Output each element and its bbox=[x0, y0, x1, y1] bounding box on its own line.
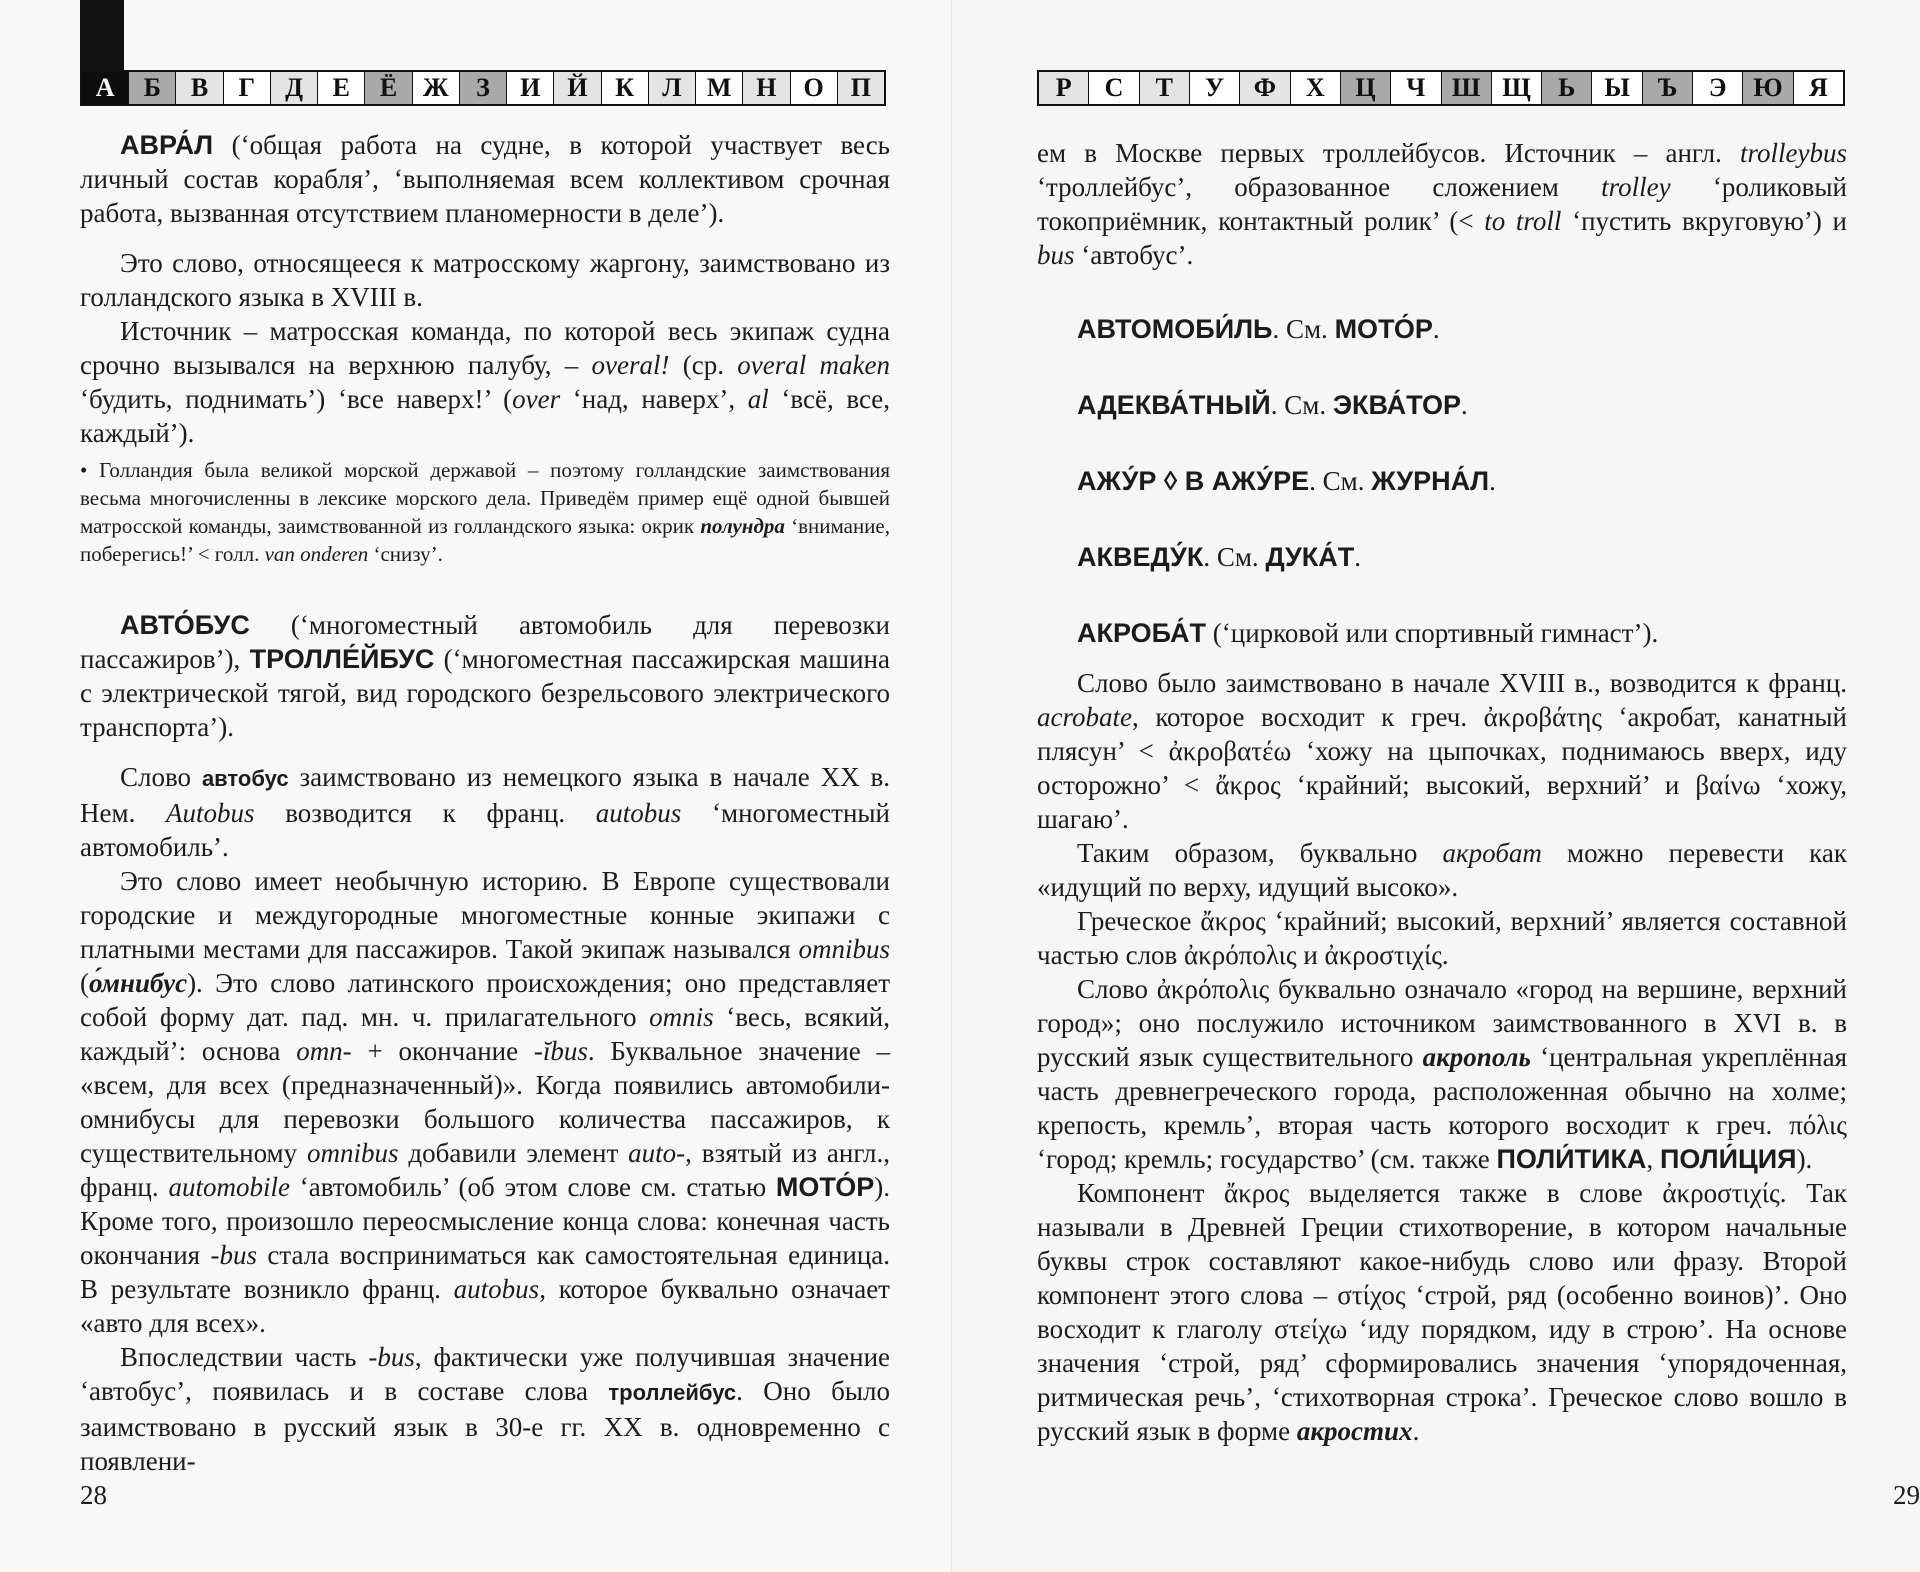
entry-reference: АКВЕДУ́К. См. ДУКА́Т. bbox=[1077, 542, 1362, 572]
paragraph: Греческое ἄκρος ‘крайний; высокий, верхний’ является составной частью слов ἀκρόπολις и ἀκροστιχίς. bbox=[1037, 906, 1847, 970]
paragraph-continued: ем в Москве первых троллейбусов. Источник – англ. trolleybus ‘троллейбус’, образованное сложением trolley ‘роликовый токоприёмник, контактный ролик’ (< to troll ‘пустить вкруговую’) и bus ‘автобус’. bbox=[1037, 138, 1847, 270]
paragraph: Слово было заимствовано в начале XVIII в., возводится к франц. acrobate, которое восходит к греч. ἀκροβάτης ‘акробат, канатный плясун’ < ἀκροβατέω ‘хожу на цыпочках, поднимаюсь вверх, иду осторожно’ < ἄκρος ‘крайний; высокий, верхний’ и βαίνω ‘хожу, шагаю’. bbox=[1037, 668, 1847, 834]
paragraph: Таким образом, буквально акробат можно перевести как «идущий по верху, идущий высоко». bbox=[1037, 838, 1847, 902]
page-number: 29 bbox=[1893, 1480, 1920, 1510]
headword: АВТО́БУС bbox=[120, 610, 250, 640]
paragraph: Слово автобус заимствовано из немецкого языка в начале XX в. Нем. Autobus возводится к франц. autobus ‘многоместный автомобиль’. bbox=[80, 762, 890, 862]
alphabet-letter[interactable]: П bbox=[838, 72, 884, 104]
cross-reference: МОТО́Р bbox=[775, 1172, 875, 1202]
alphabet-letter[interactable]: Ь bbox=[1542, 72, 1592, 104]
alphabet-letter[interactable]: З bbox=[460, 72, 507, 104]
alphabet-letter[interactable]: Ч bbox=[1391, 72, 1441, 104]
alphabet-letter[interactable]: Д bbox=[271, 72, 318, 104]
entry-reference: АДЕКВА́ТНЫЙ. См. ЭКВА́ТОР. bbox=[1077, 390, 1468, 420]
entry-avtobus: АВТО́БУС (‘многоместный автомобиль для перевозки пассажиров’), ТРОЛЛЕ́ЙБУС (‘многоместная пассажирская машина с электрической тягой, вид городского безрельсового электрического транспорта’). bbox=[80, 610, 890, 742]
alphabet-letter[interactable]: Ю bbox=[1743, 72, 1793, 104]
alphabet-letter[interactable]: Г bbox=[224, 72, 271, 104]
paragraph: Впоследствии часть -bus, фактически уже получившая значение ‘автобус’, появилась и в составе слова троллейбус. Оно было заимствовано в русский язык в 30-е гг. XX в. одновременно с появлени- bbox=[80, 1342, 891, 1476]
alphabet-letter[interactable]: Ц bbox=[1341, 72, 1391, 104]
cross-reference: ЖУРНА́Л bbox=[1371, 466, 1490, 496]
paragraph: Компонент ἄκρος выделяется также в слове ἀκροστιχίς. Так называли в Древней Греции стихотворение, в котором начальные буквы строк составляют какое-нибудь слово или фразу. Второй компонент этого слова – στίχος ‘строй, ряд (особенно воинов)’. Оно восходит к глаголу στείχω ‘иду порядком, иду в строю’. На основе значения ‘строй, ряд’ сформировались значения ‘упорядоченная, ритмическая речь’, ‘стихотворная строка’. Греческое слово вошло в русский язык в форме акростих. bbox=[1037, 1178, 1847, 1446]
alphabet-letter[interactable]: Е bbox=[318, 72, 365, 104]
right-column bbox=[1037, 136, 1847, 1448]
alphabet-letter[interactable]: Р bbox=[1039, 72, 1089, 104]
entry-reference: АВТОМОБИ́ЛЬ. См. МОТО́Р. bbox=[1077, 314, 1440, 344]
paragraph: Это слово, относящееся к матросскому жаргону, заимствовано из голландского языка в XVIII в. bbox=[80, 248, 890, 312]
alphabet-letter[interactable]: Т bbox=[1140, 72, 1190, 104]
cross-reference: ДУКА́Т bbox=[1265, 542, 1355, 572]
cross-reference: ПОЛИ́ЦИЯ bbox=[1659, 1144, 1797, 1174]
paragraph: Источник – матросская команда, по которой весь экипаж судна срочно вызывался на верхнюю палубу, – overal! (ср. overal maken ‘будить, поднимать’) ‘все наверх!’ (over ‘над, наверх’, al ‘всё, все, каждый’). bbox=[80, 316, 890, 448]
alphabet-letter[interactable]: В bbox=[176, 72, 223, 104]
alphabet-letter[interactable]: Ъ bbox=[1643, 72, 1693, 104]
entry-reference: АЖУ́Р ◊ В АЖУ́РЕ. См. ЖУРНА́Л. bbox=[1077, 466, 1496, 496]
alphabet-letter[interactable]: Ф bbox=[1240, 72, 1290, 104]
paragraph: Слово ἀκρόπολις буквально означало «город на вершине, верхний город»; оно послужило источником заимствованного в XVI в. в русский язык существительного акрополь ‘центральная укреплённая часть древнегреческого города, расположенная обычно на холме; крепость, кремль’, вторая часть которого восходит к греч. πόλις ‘город; кремль; государство’ (см. также ПОЛИ́ТИКА, ПОЛИ́ЦИЯ). bbox=[1037, 974, 1847, 1174]
alphabet-letter[interactable]: Х bbox=[1291, 72, 1341, 104]
alphabet-letter[interactable]: Й bbox=[554, 72, 601, 104]
alphabet-letter[interactable]: Ш bbox=[1442, 72, 1492, 104]
thumb-index-marker bbox=[80, 0, 124, 70]
alphabet-letter[interactable]: И bbox=[507, 72, 554, 104]
alphabet-letter[interactable]: Н bbox=[743, 72, 790, 104]
alphabet-letter[interactable]: Л bbox=[649, 72, 696, 104]
headword: АВРА́Л bbox=[120, 130, 214, 160]
alphabet-letter[interactable]: О bbox=[791, 72, 838, 104]
right-page bbox=[953, 0, 1920, 1572]
page-number: 28 bbox=[80, 1480, 107, 1510]
entry-akrobat: АКРОБА́Т (‘цирковой или спортивный гимнаст’). bbox=[1077, 618, 1659, 648]
alphabet-letter[interactable]: Ы bbox=[1592, 72, 1642, 104]
headword: АКРОБА́Т bbox=[1077, 618, 1207, 648]
paragraph: Это слово имеет необычную историю. В Европе существовали городские и междугородные многоместные конные экипажи с платными местами для пассажиров. Такой экипаж назывался omnibus (о́мнибус). Это слово латинского происхождения; оно представляет собой форму дат. пад. мн. ч. прилагательного omnis ‘весь, всякий, каждый’: основа omn- + окончание -ĭbus. Буквальное значение – «всем, для всех (предназначенный)». Когда появились автомобили-омнибусы для перевозки большого количества пассажиров, к существительному omnibus добавили элемент auto-, взятый из англ., франц. automobile ‘автомобиль’ (об этом слове см. статью МОТО́Р). Кроме того, произошло переосмысление конца слова: конечная часть окончания -bus стала восприниматься как самостоятельная единица. В результате возникло франц. autobus, которое буквально означает «авто для всех». bbox=[80, 866, 891, 1338]
alphabet-letter[interactable]: Щ bbox=[1492, 72, 1542, 104]
alphabet-letter[interactable]: С bbox=[1089, 72, 1139, 104]
entry-avral: АВРА́Л (‘общая работа на судне, в которой участвует весь личный состав корабля’, ‘выполняемая всем коллективом срочная работа, вызванная отсутствием планомерности в деле’). bbox=[80, 130, 890, 228]
alphabet-letter[interactable]: Ж bbox=[413, 72, 460, 104]
footnote: • Голландия была великой морской державой – поэтому голландские заимствования весьма многочисленны в лексике морского дела. Приведём пример ещё одной бывшей матросской команды, заимствованной из голландского языка: окрик полундра ‘внимание, поберегись!’ < голл. van onderen ‘снизу’. bbox=[80, 458, 890, 566]
alphabet-index-left bbox=[80, 70, 886, 106]
cross-reference: МОТО́Р bbox=[1334, 314, 1433, 344]
alphabet-letter[interactable]: Б bbox=[129, 72, 176, 104]
cross-reference: ЭКВА́ТОР bbox=[1332, 390, 1461, 420]
headword: ТРОЛЛЕ́ЙБУС bbox=[249, 644, 435, 674]
cross-reference: ПОЛИ́ТИКА bbox=[1496, 1144, 1647, 1174]
left-column bbox=[80, 128, 890, 1478]
alphabet-letter[interactable]: М bbox=[696, 72, 743, 104]
alphabet-letter[interactable]: Ё bbox=[365, 72, 412, 104]
alphabet-index-right bbox=[1037, 70, 1845, 106]
left-page bbox=[0, 0, 953, 1572]
alphabet-letter[interactable]: У bbox=[1190, 72, 1240, 104]
alphabet-letter[interactable]: Э bbox=[1693, 72, 1743, 104]
alphabet-letter[interactable]: Я bbox=[1808, 73, 1828, 102]
alphabet-letter[interactable]: К bbox=[602, 72, 649, 104]
alphabet-letter[interactable]: А bbox=[82, 72, 129, 104]
